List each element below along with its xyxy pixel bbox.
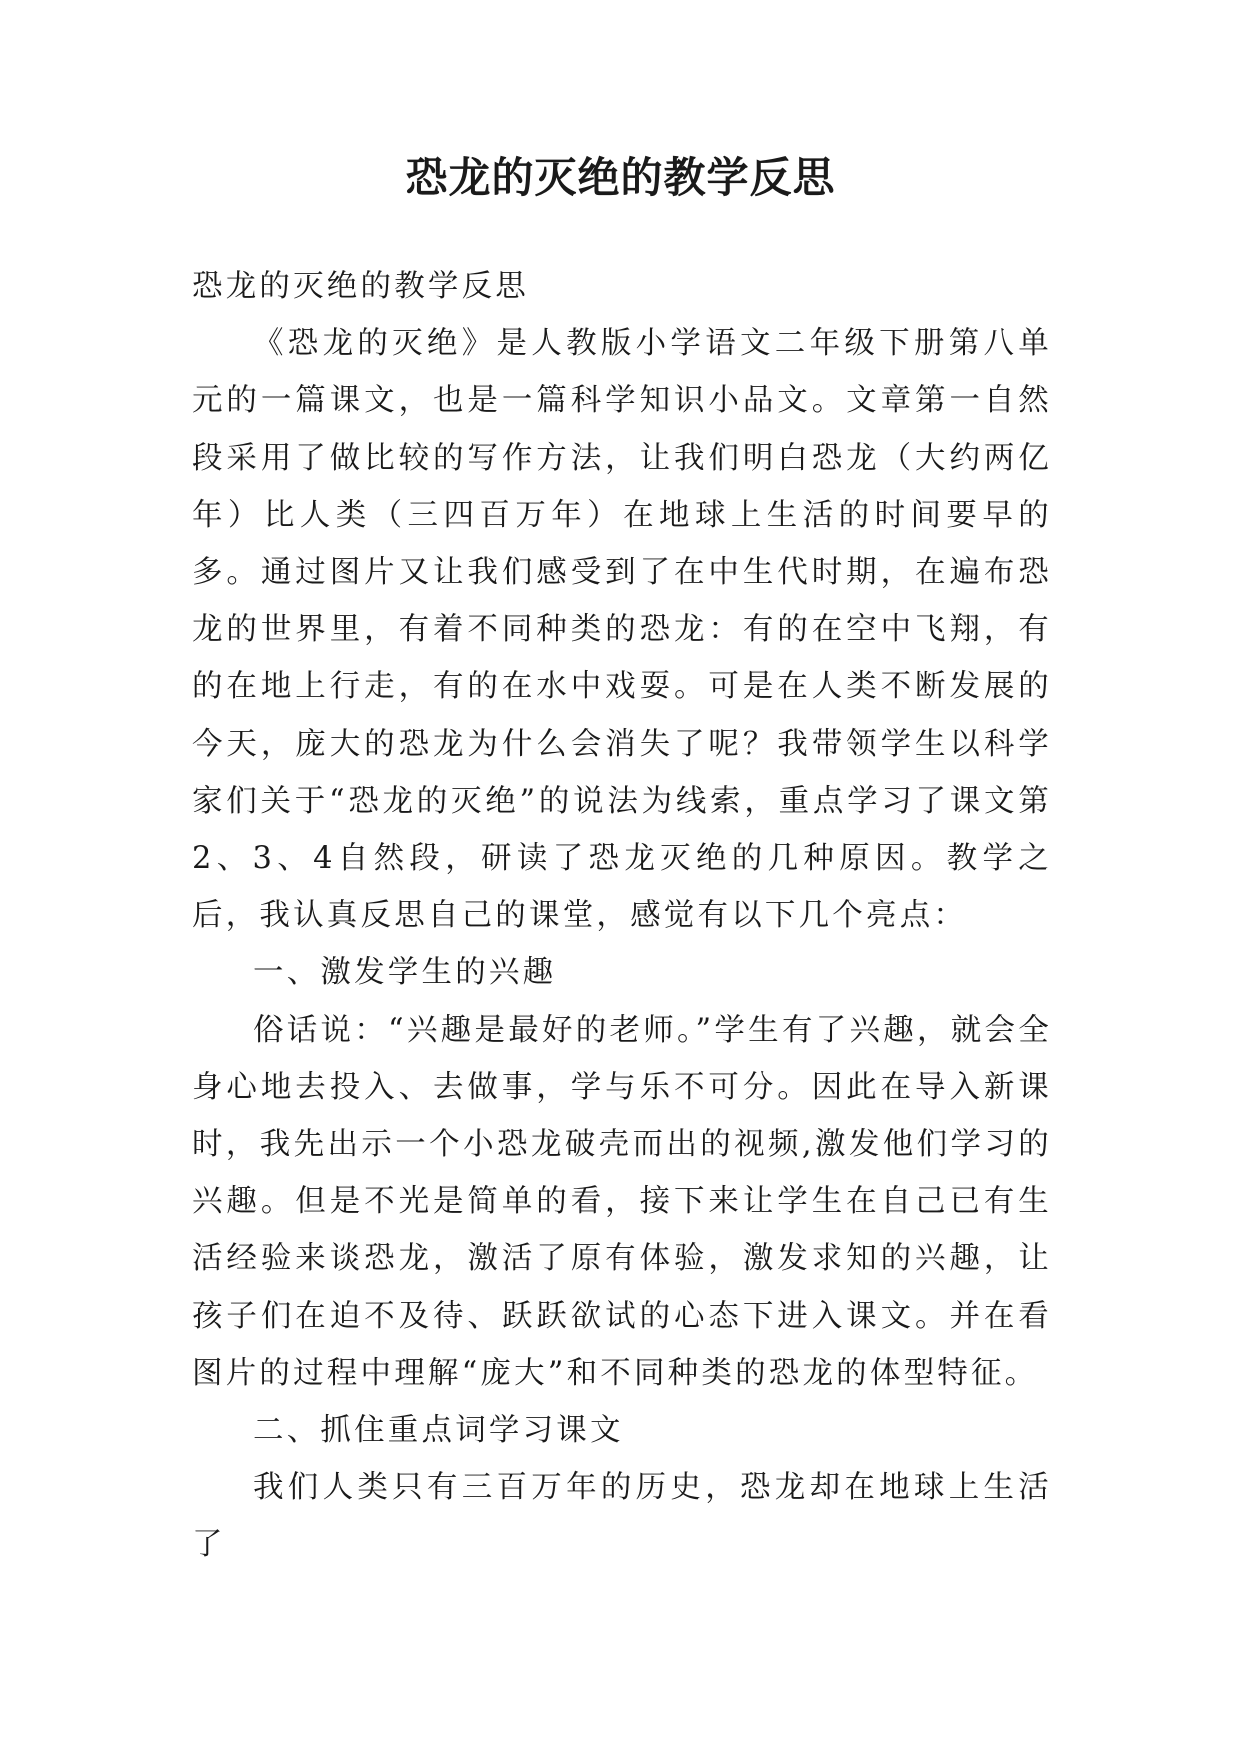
paragraph-intro: 《恐龙的灭绝》是人教版小学语文二年级下册第八单元的一篇课文，也是一篇科学知识小品文。文章第一自然段采用了做比较的写作方法，让我们明白恐龙（大约两亿年）比人类（三四百万年）在地球上生活的时间要早的多。通过图片又让我们感受到了在中生代时期，在遍布恐龙的世界里，有着不同种类的恐龙：有的在空中飞翔，有的在地上行走，有的在水中戏耍。可是在人类不断发展的今天，庞大的恐龙为什么会消失了呢？我带领学生以科学家们关于“恐龙的灭绝”的说法为线索，重点学习了课文第2、3、4自然段，研读了恐龙灭绝的几种原因。教学之后，我认真反思自己的课堂，感觉有以下几个亮点：	[192, 326, 1052, 934]
document-body	[192, 258, 1052, 1574]
section-heading-keywords: 二、抓住重点词学习课文	[253, 1413, 624, 1449]
paragraph-keywords: 我们人类只有三百万年的历史，恐龙却在地球上生活了	[192, 1470, 1052, 1563]
document-title: 恐龙的灭绝的教学反思	[405, 153, 836, 202]
paragraph-interest: 俗话说：“兴趣是最好的老师。”学生有了兴趣，就会全身心地去投入、去做事，学与乐不可分。因此在导入新课时，我先出示一个小恐龙破壳而出的视频,激发他们学习的兴趣。但是不光是简单的看，接下来让学生在自己已有生活经验来谈恐龙，激活了原有体验，激发求知的兴趣，让孩子们在迫不及待、跃跃欲试的心态下进入课文。并在看图片的过程中理解“庞大”和不同种类的恐龙的体型特征。	[192, 1012, 1052, 1391]
body-heading-line: 恐龙的灭绝的教学反思	[192, 269, 529, 304]
section-heading-interest: 一、激发学生的兴趣	[253, 955, 557, 991]
